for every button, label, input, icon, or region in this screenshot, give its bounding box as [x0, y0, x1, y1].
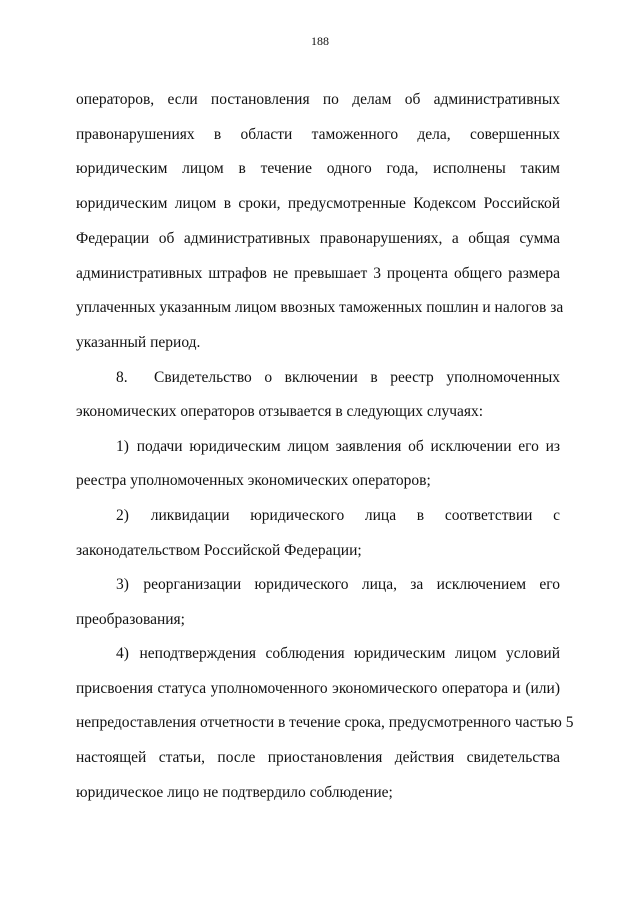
page-number: 188 — [311, 34, 329, 48]
text-line: юридическим лицом в течение одного года, исполнены таким — [76, 160, 560, 177]
text-line: настоящей статьи, после приостановления действия свидетельства — [76, 749, 560, 766]
text-line: юридическим лицом в сроки, предусмотренные Кодексом Российской — [76, 195, 560, 212]
list-item-text: неподтверждения соблюдения юридическим лицом условий — [139, 645, 561, 662]
text-line: преобразования; — [76, 611, 185, 628]
list-item-number: 3) — [116, 576, 129, 593]
list-item-text: ликвидации юридического лица в соответствии с — [150, 507, 560, 524]
text-line: законодательством Российской Федерации; — [76, 542, 362, 559]
list-item-1-first-line — [116, 437, 560, 457]
paragraph-text: Свидетельство о включении в реестр уполномоченных — [154, 369, 560, 386]
text-line: Федерации об административных правонарушениях, а общая сумма — [76, 230, 560, 247]
list-item-number: 2) — [116, 507, 129, 524]
text-line: юридическое лицо не подтвердило соблюдение; — [76, 784, 393, 801]
list-item-text: реорганизации юридического лица, за исключением его — [143, 576, 561, 593]
list-item-4-first-line — [116, 644, 560, 664]
text-line: административных штрафов не превышает 3 процента общего размера — [76, 265, 560, 282]
text-line: операторов, если постановления по делам об административных — [76, 91, 560, 108]
text-line: экономических операторов отзывается в следующих случаях: — [76, 403, 484, 420]
paragraph-8-first-line — [116, 368, 560, 388]
text-line: уплаченных указанным лицом ввозных таможенных пошлин и налогов за — [76, 299, 564, 316]
text-line: непредоставления отчетности в течение срока, предусмотренного частью 5 — [76, 714, 574, 731]
paragraph-number: 8. — [116, 369, 128, 386]
text-line: присвоения статуса уполномоченного экономического оператора и (или) — [76, 680, 560, 697]
list-item-number: 4) — [116, 645, 129, 662]
text-line: указанный период. — [76, 334, 201, 351]
list-item-text: подачи юридическим лицом заявления об исключении его из — [136, 438, 560, 455]
list-item-3-first-line — [116, 575, 560, 595]
text-line: реестра уполномоченных экономических операторов; — [76, 472, 431, 489]
list-item-number: 1) — [116, 438, 129, 455]
text-line: правонарушениях в области таможенного дела, совершенных — [76, 126, 560, 143]
list-item-2-first-line — [116, 506, 560, 526]
